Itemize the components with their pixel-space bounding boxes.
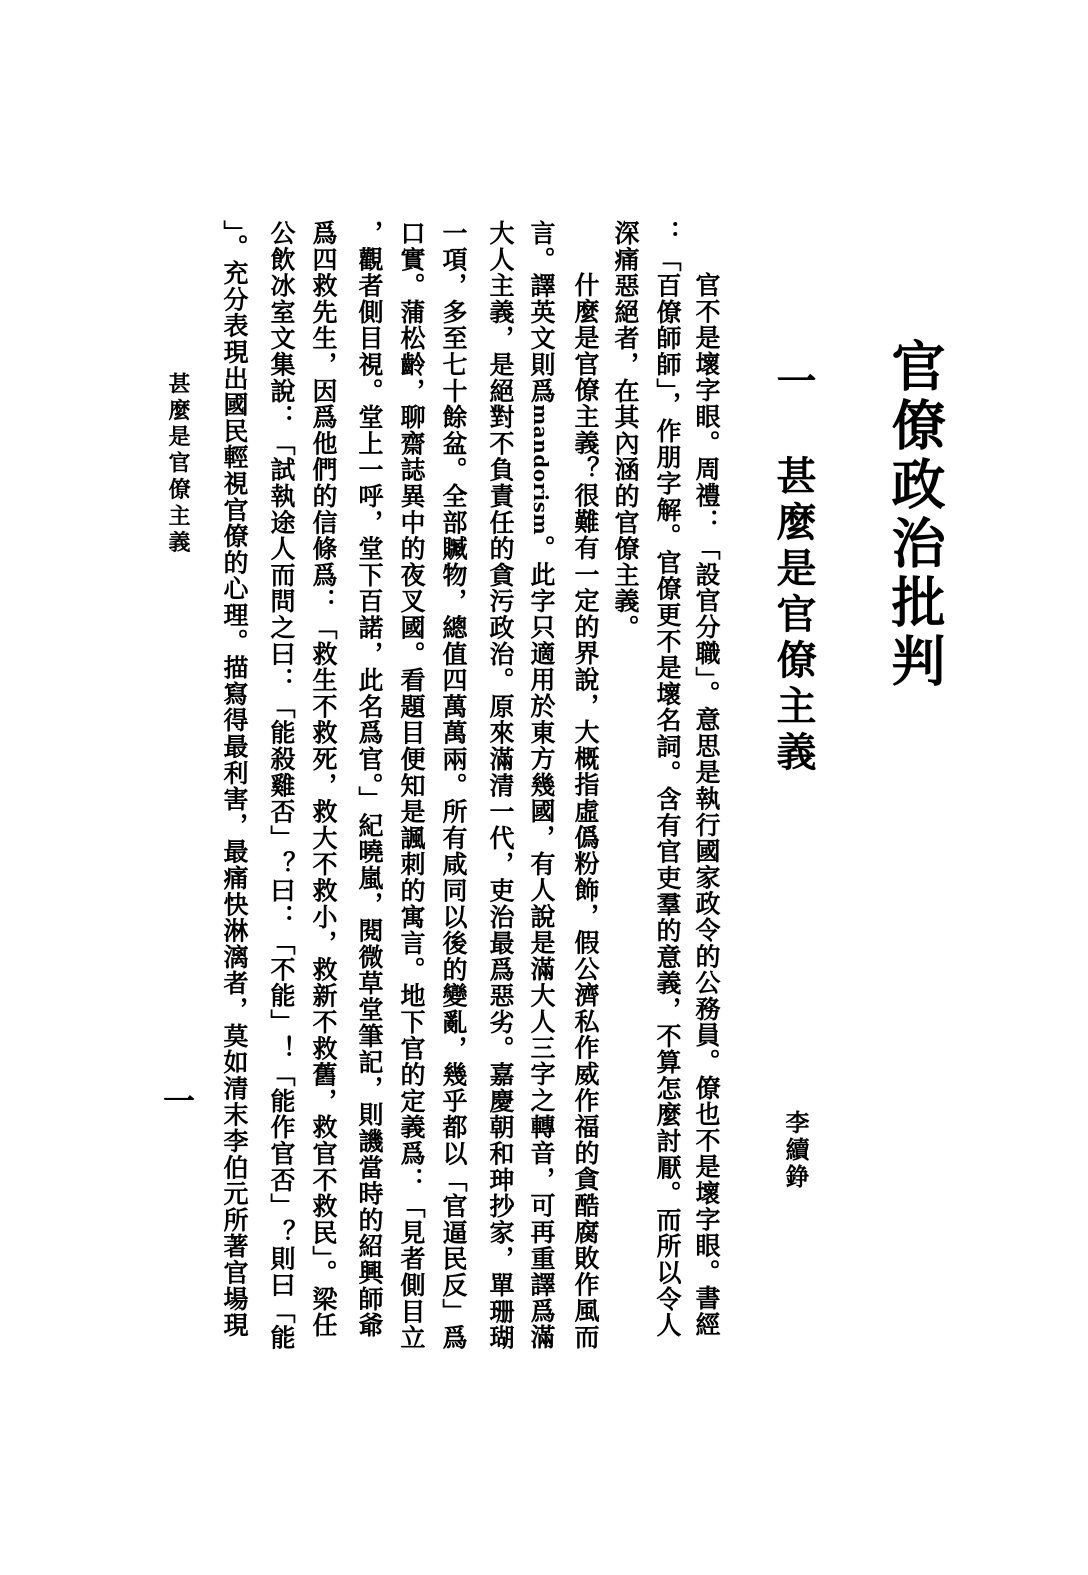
running-title: 甚麼是官僚主義 <box>165 372 191 557</box>
text-column-12: 」。充分表現出國民輕視官僚的心理。描寫得最利害，最痛快淋漓者，莫如清末李伯元所著官場現 <box>220 220 249 1339</box>
text-column-7: 一項，多至七十餘盆。全部贓物，總值四萬萬兩。所有咸同以後的變亂，幾乎都以「官逼民反」爲 <box>439 220 468 1351</box>
text-column-9: ，觀者側目視。堂上一呼，堂下百諾，此名爲官。」紀曉嵐，閱微草堂筆記，則譏當時的紹興師爺 <box>355 220 384 1339</box>
chapter-title: 甚麼是官僚主義 <box>770 455 817 777</box>
text-column-1: 官不是壞字眼。周禮：「設官分職」。意思是執行國家政令的公務員。僚也不是壞字眼。書經 <box>692 272 721 1338</box>
text-column-5 <box>527 220 555 1350</box>
chapter-number: 一 <box>770 360 817 400</box>
text-column-2: ：「百僚師師」，作朋字解。官僚更不是壞名詞。含有官吏羣的意義，不算怎麼討厭。而所以令人 <box>653 220 682 1339</box>
book-title: 官僚政治批判 <box>883 338 947 692</box>
text-segment: 。此字只適用於東方幾國，有人說是滿大人三字之轉音，可再重譯爲滿 <box>527 535 556 1351</box>
text-segment: 言。譯英文則爲 <box>527 220 556 405</box>
text-column-8: 口實。蒲松齡，聊齋誌異中的夜叉國。看題目便知是諷刺的寓言。地下官的定義爲：「見者側目立 <box>397 220 426 1351</box>
latin-term: mandorism <box>529 404 553 536</box>
page-number: 一 <box>158 1084 196 1116</box>
text-column-3: 深痛惡絕者，在其內涵的官僚主義。 <box>611 220 640 641</box>
text-column-11: 公飲冰室文集說：「試執途人而問之曰：「能殺雞否」？曰：「不能」！「能作官否」？則曰「能 <box>267 220 296 1351</box>
text-column-10: 爲四救先生，因爲他們的信條爲：「救生不救死，救大不救小，救新不救舊，救官不救民」。梁任 <box>309 220 338 1339</box>
author-name: 李續錚 <box>781 1110 810 1191</box>
text-column-6: 大人主義，是絕對不負責任的貪污政治。原來滿清一代，吏治最爲惡劣。嘉慶朝和珅抄家，單珊瑚 <box>486 220 515 1351</box>
text-column-4: 什麼是官僚主義？很難有一定的界說，大概指虛僞粉飾，假公濟私作威作福的貪酷腐敗作風而 <box>571 272 600 1351</box>
